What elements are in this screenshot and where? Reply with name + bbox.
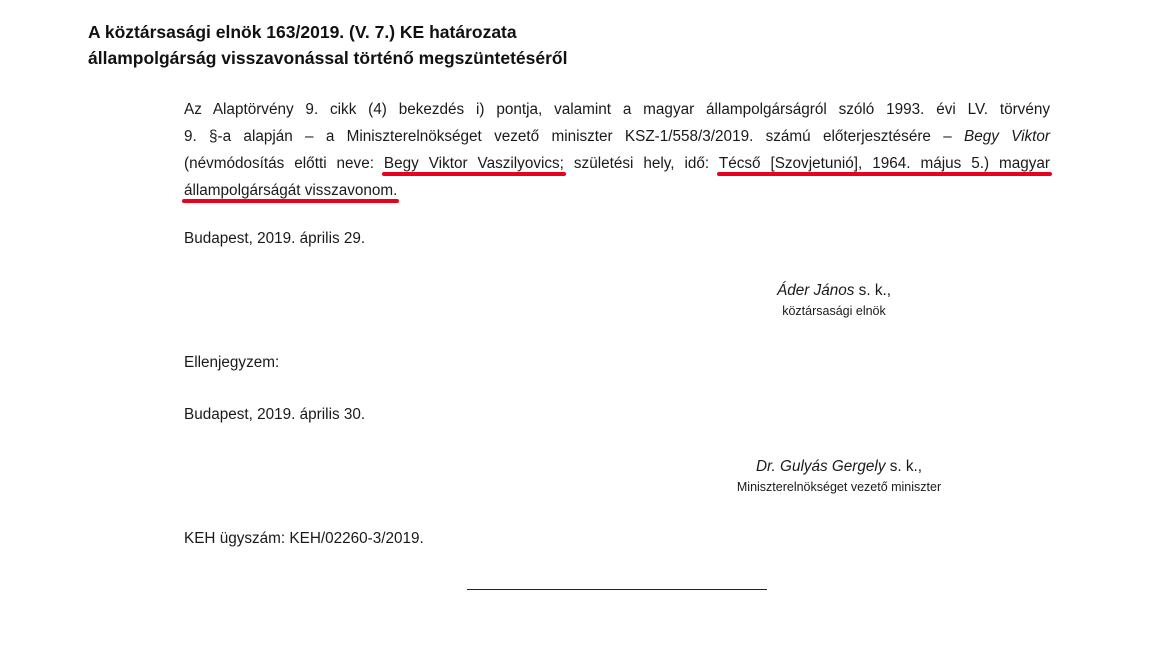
highlight-former-name: Begy Viktor Vaszilyovics;	[383, 155, 564, 172]
body-line-2-text: 9. §-a alapján – a Miniszterelnökséget vezető miniszter KSZ-1/558/3/2019. számú előterjesztésére –	[184, 128, 952, 145]
highlight-revocation: állampolgárságát visszavonom.	[184, 182, 398, 199]
signature-block-1	[734, 282, 934, 318]
signer-role-1: köztársasági elnök	[782, 304, 886, 318]
signer-role-2: Miniszterelnökséget vezető miniszter	[736, 480, 942, 494]
body-line-3	[184, 150, 1050, 177]
signature-name-line-1	[734, 282, 934, 300]
signer-suffix-1: s. k.,	[858, 282, 891, 299]
footer-divider	[467, 589, 767, 590]
signature-block-2	[704, 458, 974, 494]
signer-suffix-2: s. k.,	[889, 458, 923, 475]
case-number: KEH ügyszám: KEH/02260-3/2019.	[184, 530, 424, 547]
signer-name-2: Dr. Gulyás Gergely	[755, 458, 886, 475]
decision-paragraph	[184, 96, 1050, 204]
body-line-3-text-b: születési hely, idő:	[573, 155, 710, 172]
date-line-2: Budapest, 2019. április 30.	[184, 406, 366, 423]
person-name: Begy Viktor	[964, 128, 1051, 145]
signature-name-line-2	[704, 458, 974, 476]
body-line-1: Az Alaptörvény 9. cikk (4) bekezdés i) pontja, valamint a magyar állampolgárságról szóló 1993. évi LV. törvény	[184, 101, 1050, 118]
document-title	[88, 19, 567, 71]
title-line-1: A köztársasági elnök 163/2019. (V. 7.) KE határozata	[88, 22, 517, 42]
highlight-birth-data: Técső [Szovjetunió], 1964. május 5.) magyar	[718, 155, 1051, 172]
title-line-2: állampolgárság visszavonással történő megszüntetéséről	[88, 48, 568, 68]
signer-name-1: Áder János	[777, 282, 855, 299]
countersign-label: Ellenjegyzem:	[184, 354, 280, 371]
body-line-4	[184, 177, 1050, 204]
date-line-1: Budapest, 2019. április 29.	[184, 230, 366, 247]
body-line-3-text-a: (névmódosítás előtti neve:	[184, 155, 374, 172]
body-line-2	[184, 123, 1050, 150]
